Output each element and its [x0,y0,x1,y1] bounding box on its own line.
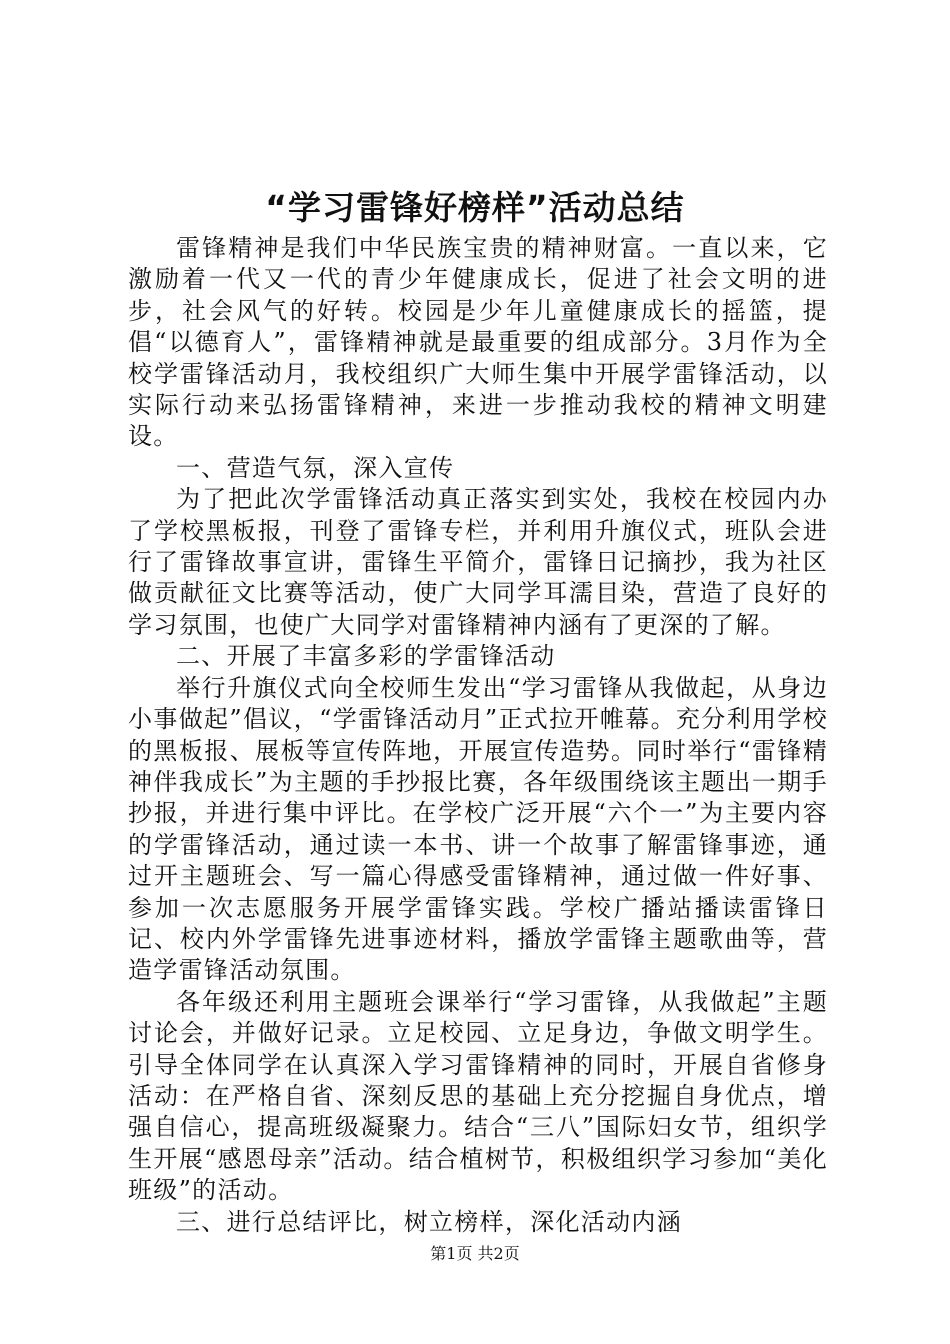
section-heading-1: 一、营造气氛，深入宣传 [176,453,455,482]
page-number-footer: 第1页 共2页 [430,1244,520,1263]
section-heading-2: 二、开展了丰富多彩的学雷锋活动 [176,642,556,671]
document-body [128,233,828,1238]
section-heading-3: 三、进行总结评比，树立榜样，深化活动内涵 [176,1207,682,1236]
document-title: “学习雷锋好榜样”活动总结 [265,188,685,227]
paragraph-section-1: 为了把此次学雷锋活动真正落实到实处，我校在校园内办了学校黑板报，刊登了雷锋专栏，并利用升旗仪式，班队会进行了雷锋故事宣讲，雷锋生平简介，雷锋日记摘抄，我为社区做贡献征文比赛等活动，使广大同学耳濡目染，营造了良好的学习氛围，也使广大同学对雷锋精神内涵有了更深的了解。 [128,485,828,639]
paragraph-section-2b: 各年级还利用主题班会课举行“学习雷锋，从我做起”主题讨论会，并做好记录。立足校园、立足身边，争做文明学生。引导全体同学在认真深入学习雷锋精神的同时，开展自省修身活动：在严格自省、深刻反思的基础上充分挖掘自身优点，增强自信心，提高班级凝聚力。结合“三八”国际妇女节，组织学生开展“感恩母亲”活动。结合植树节，积极组织学习参加“美化班级”的活动。 [128,987,828,1205]
paragraph-section-2a: 举行升旗仪式向全校师生发出“学习雷锋从我做起，从身边小事做起”倡议，“学雷锋活动月”正式拉开帷幕。充分利用学校的黑板报、展板等宣传阵地，开展宣传造势。同时举行“雷锋精神伴我成长”为主题的手抄报比赛，各年级围绕该主题出一期手抄报，并进行集中评比。在学校广泛开展“六个一”为主要内容的学雷锋活动，通过读一本书、讲一个故事了解雷锋事迹，通过开主题班会、写一篇心得感受雷锋精神，通过做一件好事、参加一次志愿服务开展学雷锋实践。学校广播站播读雷锋日记、校内外学雷锋先进事迹材料，播放学雷锋主题歌曲等，营造学雷锋活动氛围。 [128,673,828,985]
paragraph-intro: 雷锋精神是我们中华民族宝贵的精神财富。一直以来，它激励着一代又一代的青少年健康成长，促进了社会文明的进步，社会风气的好转。校园是少年儿童健康成长的摇篮，提倡“以德育人”，雷锋精神就是最重要的组成部分。3月作为全校学雷锋活动月，我校组织广大师生集中开展学雷锋活动，以实际行动来弘扬雷锋精神，来进一步推动我校的精神文明建设。 [128,234,828,451]
